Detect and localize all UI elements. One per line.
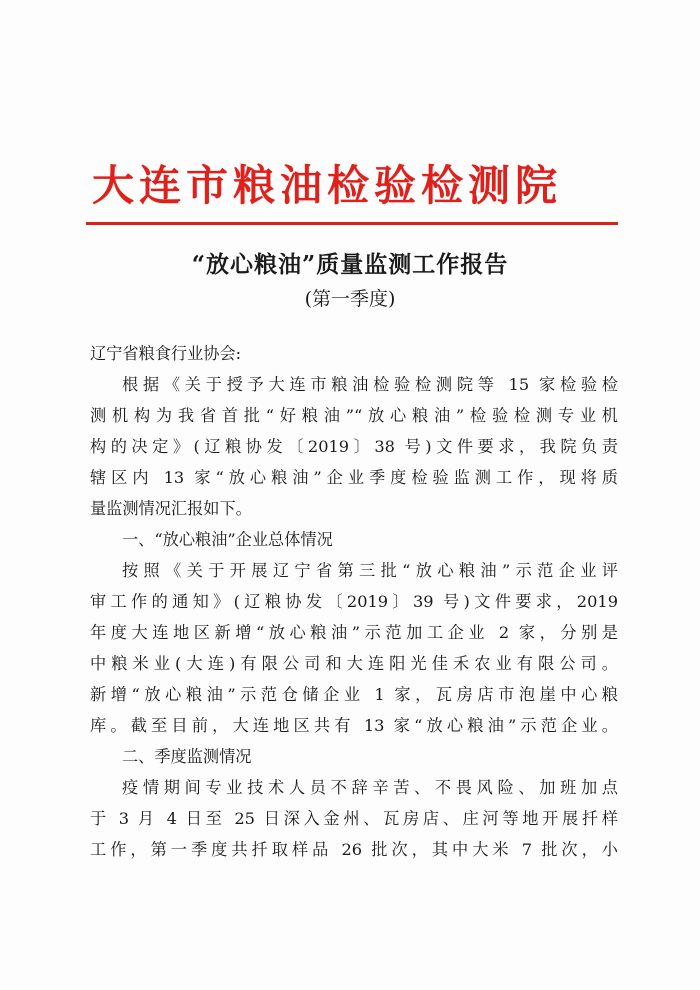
paragraph-1-line: 构的决定》(辽粮协发〔2019〕38 号)文件要求，我院负责: [90, 437, 618, 456]
paragraph-2-line: 中粮米业(大连)有限公司和大连阳光佳禾农业有限公司。: [90, 654, 618, 673]
paragraph-1-line: 量监测情况汇报如下。: [90, 499, 252, 518]
section-heading-2: 二、季度监测情况: [122, 747, 252, 766]
letterhead-red-rule: [86, 222, 618, 225]
document-body: [90, 338, 618, 865]
paragraph-1-line: 测机构为我省首批“好粮油”“放心粮油”检验检测专业机: [90, 406, 618, 425]
paragraph-3-line: 疫情期间专业技术人员不辞辛苦、不畏风险、加班加点: [122, 778, 618, 797]
document-title: “放心粮油”质量监测工作报告: [191, 251, 509, 278]
section-heading-1: 一、“放心粮油”企业总体情况: [122, 530, 333, 549]
document-subtitle: (第一季度): [304, 288, 396, 310]
paragraph-3-line: 工作，第一季度共扦取样品 26 批次，其中大米 7 批次，小: [90, 840, 618, 859]
paragraph-2-line: 新增“放心粮油”示范仓储企业 1 家，瓦房店市泡崖中心粮: [90, 685, 618, 704]
salutation: 辽宁省粮食行业协会:: [90, 344, 242, 363]
paragraph-2-line: 审工作的通知》(辽粮协发〔2019〕39 号)文件要求，2019: [90, 592, 618, 611]
paragraph-2-line: 按照《关于开展辽宁省第三批“放心粮油”示范企业评: [122, 561, 618, 580]
paragraph-2-line: 年度大连地区新增“放心粮油”示范加工企业 2 家，分别是: [90, 623, 618, 642]
paragraph-1-line: 根据《关于授予大连市粮油检验检测院等 15 家检验检: [122, 375, 618, 394]
paragraph-1-line: 辖区内 13 家“放心粮油”企业季度检验监测工作，现将质: [90, 468, 618, 487]
letterhead-org-name: 大连市粮油检验检测院: [92, 161, 563, 210]
paragraph-3-line: 于 3 月 4 日至 25 日深入金州、瓦房店、庄河等地开展扦样: [90, 809, 618, 828]
paragraph-2-line: 库。截至目前，大连地区共有 13 家“放心粮油”示范企业。: [90, 716, 618, 735]
